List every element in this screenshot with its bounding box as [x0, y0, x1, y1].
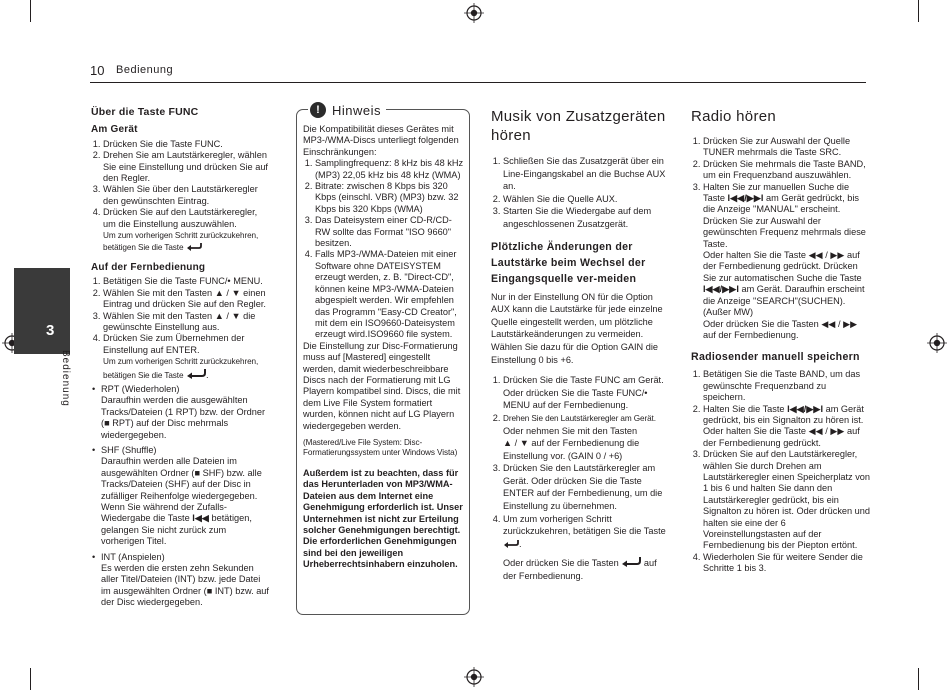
- list-item: 4. Drücken Sie zum Übernehmen der Einstellung auf ENTER. Um zum vorherigen Schritt zurückzukehren, betätigen Sie die Taste .: [103, 333, 272, 381]
- list-item: 3. Drücken Sie auf den Lautstärkeregler, wählen Sie durch Drehen am Lautstärkeregler einen Speicherplatz von 1 bis 6 und halten Sie dann den Lautstärkeregler gedrückt, bis ein Signalton zu hören ist. Oder drücken und halten sie eine der 6 Voreinstellungstasten auf der Fernbedienung bis der Piepton ertönt.: [703, 449, 871, 552]
- folder-icon: ■: [194, 467, 201, 478]
- note-body: [303, 124, 465, 571]
- list-item: 2. Drücken Sie mehrmals die Taste BAND, um ein Frequenzband auszuwählen.: [703, 159, 871, 182]
- shf-item: • SHF (Shuffle) Daraufhin werden alle Dateien im ausgewählten Ordner (■ SHF) bzw. alle Tracks/Dateien (SHF) auf der Disc in zufälliger Reihenfolge wiedergegeben. Wenn Sie während der Zufalls-Wiedergabe die Taste I◀◀ betätigen, gelangen Sie nicht zurück zum vorherigen Titel.: [101, 445, 272, 548]
- exclamation-icon: !: [310, 102, 326, 118]
- aux-intro: Nur in der Einstellung ON für die Option AUX kann die Lautstärke für jede einzelne Quelle eingestellt werden, um plötzliche Lautstärkeänderungen zu vermeiden. Wählen Sie dazu für die Option GAIN die Einstellung 0 bis +6.: [491, 291, 663, 365]
- page-number: 10: [90, 63, 105, 78]
- rewind-forward-icon: ◀◀ / ▶▶: [808, 250, 845, 261]
- list-item: 2. Bitrate: zwischen 8 Kbps bis 320 Kbps (einschl. VBR) (MP3) bzw. 32 Kbps bis 320 Kbps (WMA): [315, 181, 465, 215]
- aux-title: Musik von Zusatzgeräten hören: [491, 108, 666, 144]
- crop-line: [918, 668, 919, 690]
- up-down-arrows-icon: ▲ / ▼: [214, 310, 241, 321]
- aux-subtitle: Plötzliche Änderungen der Lautstärke beim Wechsel der Eingangsquelle ver-meiden: [491, 240, 646, 285]
- back-hint: Um zum vorherigen Schritt zurückzukehren, betätigen Sie die Taste: [103, 231, 259, 253]
- chapter-label: Bedienung: [60, 350, 71, 407]
- note-small: (Mastered/Live File System: Disc-Formatierungssystem unter Windows Vista): [303, 437, 458, 457]
- crop-line: [918, 0, 919, 22]
- note-title: Hinweis: [332, 102, 382, 118]
- rpt-item: • RPT (Wiederholen) Daraufhin werden die ausgewählten Tracks/Dateien (1 RPT) bzw. der Ordner (■ RPT) auf der Disc mehrmals wiedergegeben.: [101, 384, 272, 441]
- list-item: 3. Starten Sie die Wiedergabe auf dem angeschlossenen Zusatzgerät.: [503, 205, 671, 230]
- skip-back-forward-icon: I◀◀/▶▶I: [727, 193, 764, 204]
- note-warning: Außerdem ist zu beachten, dass für das Herunterladen von MP3/WMA-Dateien aus dem Internet eine Genehmigung erforderlich ist. Unser Unternehmen ist nicht zur Erteilung solcher Genehmigungen berechtigt. Die erforderlichen Genehmigungen sind bei den jeweiligen Urheberrechtsinhabern einzuholen.: [303, 467, 463, 570]
- chapter-tab: [14, 268, 70, 354]
- skip-back-icon: I◀◀: [192, 513, 209, 524]
- chapter-number: 3: [46, 322, 55, 339]
- back-arrow-icon: [186, 241, 202, 251]
- list-item: 2. Drehen Sie am Lautstärkeregler, wählen Sie eine Einstellung und drücken Sie auf den Regler.: [103, 150, 272, 184]
- list-item: 2. Drehen Sie den Lautstärkeregler am Gerät. Oder nehmen Sie mit den Tasten ▲ / ▼ auf der Fernbedienung die Einstellung vor. (GAIN 0 / +6): [503, 412, 671, 462]
- note-header: [308, 101, 386, 119]
- note-after: Die Einstellung zur Disc-Formatierung muss auf [Mastered] eingestellt werden, damit wiederbeschreibbare Discs nach der Formatierung mit LG Playern kompatibel sind. Discs, die mit dem Live File System formatiert wurden, können nicht auf LG Playern wiedergegeben werden.: [303, 340, 461, 431]
- fernbedienung-heading: Auf der Fernbedienung: [91, 261, 206, 273]
- rewind-forward-icon: ◀◀ / ▶▶: [808, 426, 845, 437]
- list-item: 1. Drücken Sie zur Auswahl der Quelle TUNER mehrmals die Taste SRC.: [703, 136, 871, 159]
- list-item: 3. Drücken Sie den Lautstärkeregler am Gerät. Oder drücken Sie die Taste ENTER auf der Fernbedienung, um die Einstellung zu übernehmen.: [503, 462, 671, 512]
- list-item: 4. Drücken Sie auf den Lautstärkeregler, um die Einstellung auszuwählen. Um zum vorherigen Schritt zurückzukehren, betätigen Sie die Taste: [103, 207, 272, 254]
- back-hint: Um zum vorherigen Schritt zurückzukehren, betätigen Sie die Taste: [103, 357, 259, 380]
- list-item: 4. Falls MP3-/WMA-Dateien mit einer Software ohne DATEISYSTEM erzeugt werden, z. B. "Direct-CD", können keine MP3-/WMA-Dateien abgespielt werden. Wir empfehlen das Programm "Easy-CD Creator", mit dem ein ISO9660-Dateisystem erzeugt wird.ISO9660 file system.: [315, 249, 465, 340]
- aux-section: [491, 107, 671, 583]
- list-item: 2. Halten Sie die Taste I◀◀/▶▶I am Gerät gedrückt, bis ein Signalton zu hören ist. Oder halten Sie die Taste ◀◀ / ▶▶ auf der Fernbedienung gedrückt.: [703, 404, 871, 450]
- up-down-arrows-icon: ▲ / ▼: [503, 438, 529, 449]
- skip-back-forward-icon: I◀◀/▶▶I: [787, 403, 824, 414]
- radio-section: [691, 107, 871, 575]
- back-arrow-icon: [621, 556, 641, 567]
- skip-back-forward-icon: I◀◀/▶▶I: [703, 284, 739, 295]
- list-item: 1. Betätigen Sie die Taste BAND, um das gewünschte Frequenzband zu speichern.: [703, 369, 871, 403]
- list-item: 3. Wählen Sie mit den Tasten ▲ / ▼ die gewünschte Einstellung aus.: [103, 311, 272, 334]
- am-geraet-heading: Am Gerät: [91, 124, 138, 136]
- page-header: [90, 60, 866, 83]
- list-item: 1. Betätigen Sie die Taste FUNC/• MENU.: [103, 276, 272, 287]
- folder-icon: ■: [104, 418, 110, 429]
- folder-icon: ■: [206, 585, 213, 596]
- back-arrow-icon: [186, 368, 206, 379]
- list-item: 4. Um zum vorherigen Schritt zurückzukehren, betätigen Sie die Taste . Oder drücken Sie die Tasten auf der Fernbedienung.: [503, 513, 671, 583]
- back-arrow-icon: [503, 538, 519, 548]
- radio-title: Radio hören: [691, 108, 777, 125]
- crop-line: [30, 668, 31, 690]
- int-item: • INT (Anspielen) Es werden die ersten zehn Sekunden aller Titel/Dateien (INT) bzw. jede Datei im ausgewählten Ordner (■ INT) bzw. auf der Disc wiedergegeben.: [101, 552, 272, 609]
- list-item: 2. Wählen Sie mit den Tasten ▲ / ▼ einen Eintrag und drücken Sie auf den Regler.: [103, 288, 272, 311]
- up-down-arrows-icon: ▲ / ▼: [214, 287, 241, 298]
- list-item: 2. Wählen Sie die Quelle AUX.: [503, 193, 671, 206]
- list-item: 3. Das Dateisystem einer CD-R/CD-RW sollte das Format "ISO 9660" besitzen.: [315, 215, 465, 249]
- list-item: 3. Halten Sie zur manuellen Suche die Taste I◀◀/▶▶I am Gerät gedrückt, bis die Anzeige "MANUAL" erscheint. Drücken Sie zur Auswahl der gewünschten Frequenz mehrmals diese Taste. Oder halten Sie die Taste ◀◀ / ▶▶ auf der Fernbedienung gedrückt. Drücken Sie zur automatischen Suche die Taste I◀◀/▶▶I am Gerät. Daraufhin erscheint die Anzeige "SEARCH"(SUCHEN). (Außer MW) Oder drücken Sie die Tasten ◀◀ / ▶▶ auf der Fernbedienung.: [703, 182, 871, 342]
- func-section: [91, 107, 272, 613]
- registration-mark-right: [927, 333, 947, 353]
- registration-mark-bottom: [464, 667, 484, 687]
- list-item: 1. Drücken Sie die Taste FUNC.: [103, 139, 272, 150]
- list-item: 1. Schließen Sie das Zusatzgerät über ein Line-Eingangskabel an die Buchse AUX an.: [503, 155, 671, 193]
- page-section: Bedienung: [116, 64, 174, 76]
- func-title: Über die Taste FUNC: [91, 106, 199, 118]
- list-item: 1. Samplingfrequenz: 8 kHz bis 48 kHz (MP3) 22,05 kHz bis 48 kHz (WMA): [315, 158, 465, 181]
- crop-line: [30, 0, 31, 22]
- list-item: 1. Drücken Sie die Taste FUNC am Gerät. Oder drücken Sie die Taste FUNC/• MENU auf der Fernbedienung.: [503, 374, 671, 412]
- radio-subtitle: Radiosender manuell speichern: [691, 351, 860, 364]
- list-item: 3. Wählen Sie über den Lautstärkeregler den gewünschten Eintrag.: [103, 184, 272, 207]
- note-intro: Die Kompatibilität dieses Gerätes mit MP3-/WMA-Discs unterliegt folgenden Einschränkungen:: [303, 124, 459, 157]
- list-item: 4. Wiederholen Sie für weitere Sender die Schritte 1 bis 3.: [703, 552, 871, 575]
- registration-mark-top: [464, 3, 484, 23]
- rewind-forward-icon: ◀◀ / ▶▶: [821, 318, 858, 329]
